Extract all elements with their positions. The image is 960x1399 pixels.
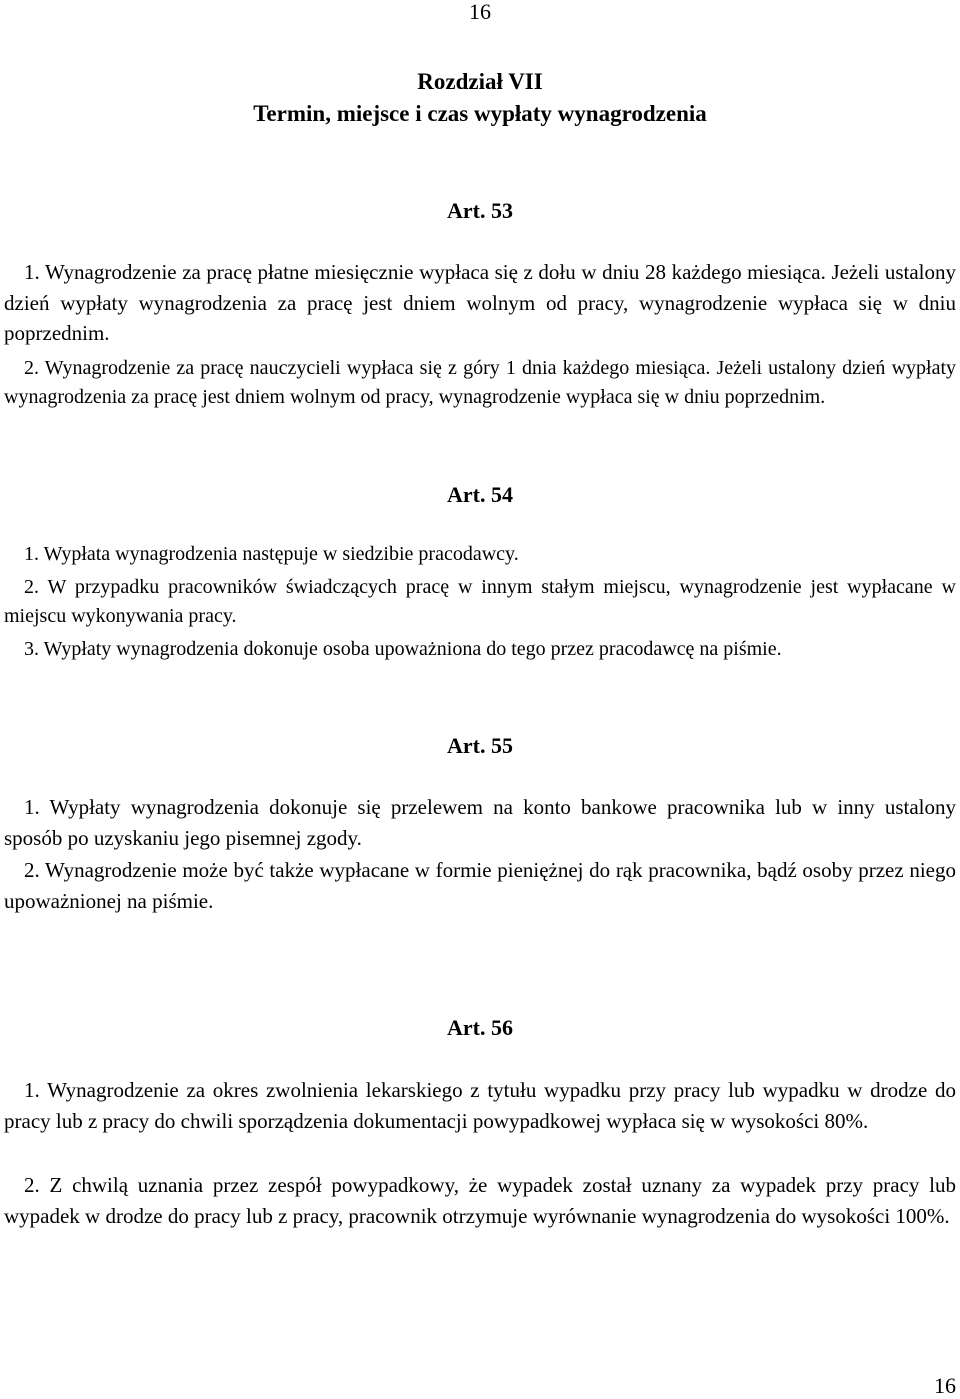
article-56-paragraph-1: 1. Wynagrodzenie za okres zwolnienia lekarskiego z tytułu wypadku przy pracy lub wypadku w drodze do pracy lub z pracy do chwili sporządzenia dokumentacji powypadkowej wypłaca się w wysokości 80%. [4, 1078, 956, 1133]
article-54-paragraph-2: 2. W przypadku pracowników świadczących pracę w innym stałym miejscu, wynagrodzenie jest wypłacane w miejscu wykonywania pracy. [4, 576, 956, 627]
article-53-paragraph-1: 1. Wynagrodzenie za pracę płatne miesięcznie wypłaca się z dołu w dniu 28 każdego miesiąca. Jeżeli ustalony dzień wypłaty wynagrodzenia za pracę jest dniem wolnym od pracy, wynagrodzenie wypłaca się w dniu poprzednim. [4, 260, 956, 345]
chapter-title: Rozdział VII [417, 69, 543, 94]
article-54-paragraph-3: 3. Wypłaty wynagrodzenia dokonuje osoba upoważniona do tego przez pracodawcę na piśmie. [24, 638, 782, 660]
article-53-paragraph-2: 2. Wynagrodzenie za pracę nauczycieli wypłaca się z góry 1 dnia każdego miesiąca. Jeżeli ustalony dzień wypłaty wynagrodzenia za pracę jest dniem wolnym od pracy, wynagrodzenie wypłaca się w dniu poprzednim. [4, 357, 956, 408]
article-heading-53: Art. 53 [447, 198, 513, 223]
chapter-subtitle: Termin, miejsce i czas wypłaty wynagrodzenia [253, 101, 707, 126]
article-heading-56: Art. 56 [447, 1015, 513, 1040]
article-heading-55: Art. 55 [447, 733, 513, 758]
article-55-paragraph-2: 2. Wynagrodzenie może być także wypłacane w formie pieniężnej do rąk pracownika, bądź osoby przez niego upoważnionej na piśmie. [4, 858, 956, 913]
chapter-heading [0, 66, 960, 130]
article-56-paragraph-2: 2. Z chwilą uznania przez zespół powypadkowy, że wypadek został uznany za wypadek przy pracy lub wypadek w drodze do pracy lub z pracy, pracownik otrzymuje wyrównanie wynagrodzenia do wysokości 100%. [4, 1173, 956, 1228]
page-number-top: 16 [469, 0, 491, 24]
page-number-bottom: 16 [934, 1373, 956, 1398]
article-heading-54: Art. 54 [447, 482, 513, 507]
article-54-paragraph-1: 1. Wypłata wynagrodzenia następuje w siedzibie pracodawcy. [24, 543, 519, 565]
article-55-paragraph-1: 1. Wypłaty wynagrodzenia dokonuje się przelewem na konto bankowe pracownika lub w inny ustalony sposób po uzyskaniu jego pisemnej zgody. [4, 795, 956, 850]
